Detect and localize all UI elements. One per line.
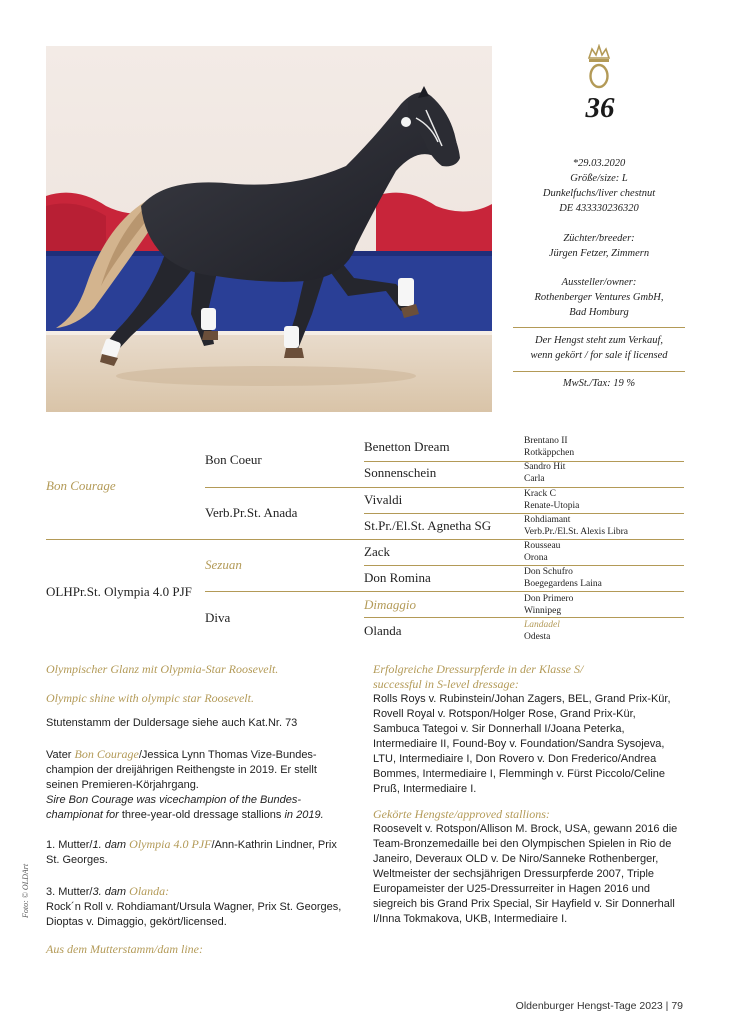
pedigree-line [205,487,684,488]
pedigree-gen4: Rousseau Orona [524,541,561,563]
left-column [46,662,346,957]
divider [513,327,685,328]
horse-info [513,156,685,216]
horse-photo [46,46,492,412]
pedigree-line [364,565,684,566]
pedigree-gen4: Don Primero Winnipeg [524,594,574,616]
stallions-text: Roosevelt v. Rotspon/Allison M. Brock, USA, gewann 2016 die Team-Bronzemedaille bei den Olympischen Spielen in Rio de Janeiro, Deveraux OLD v. De Niro/Sanneke Rothenberger, Weltmeister der sechsjährigen Dressurpferde 2007, Triple Europameister der U25-Dressurreiter in Hagen 2016 und siegreich bis Grand Prix Special, Sir Hayfield v. Sir Donnerhall I/Inna Tokmakova, UKB, Intermediaire I. [373,823,678,925]
pedigree-gen3: Zack [364,544,390,559]
size: Größe/size: L [570,173,628,184]
pedigree-gen4: Don Schufro Boegegardens Laina [524,567,602,589]
owner-line-1: Rothenberger Ventures GmbH, [534,292,664,303]
pedigree-line [364,617,684,618]
owner-line-2: Bad Homburg [569,307,629,318]
pedigree-gen4: Brentano II Rotkäppchen [524,436,575,458]
pedigree-gen3: Don Romina [364,570,431,585]
coat-color: Dunkelfuchs/liver chestnut [542,188,656,199]
pedigree-dam: OLHPr.St. Olympia 4.0 PJF [46,584,192,599]
sale-line-2: wenn gekört / for sale if licensed [530,350,668,361]
catalog-number: 36 [585,92,615,124]
pedigree-gen2: Diva [205,610,231,625]
tax-info [513,376,685,391]
pedigree-gen3: Olanda [364,623,402,638]
pedigree-gen2: Verb.Pr.St. Anada [205,505,298,520]
dressage-heading-2: successful in S-level dressage: [373,677,519,691]
mare-line-note: Stutenstamm der Duldersage siehe auch Kat.Nr. 73 [46,717,298,729]
pedigree-gen4: Landadel Odesta [524,620,560,642]
headline-de: Olympischer Glanz mit Olypmia-Star Roosevelt. [46,662,279,676]
pedigree-gen2: Sezuan [205,557,242,572]
pedigree-sire: Bon Courage [46,478,116,493]
pedigree-line [364,513,684,514]
third-dam-text: 3. Mutter/3. dam Olanda: Rock´n Roll v. Rohdiamant/Ursula Wagner, Prix St. Georges, Dioptas v. Dimaggio, gekört/licensed. [46,884,342,928]
pedigree-gen3: St.Pr./El.St. Agnetha SG [364,518,492,533]
ueln: DE 433330236320 [559,203,639,214]
pedigree-gen3: Sonnenschein [364,465,437,480]
pedigree-gen3: Vivaldi [364,492,403,507]
right-column [373,662,685,927]
owner-label: Aussteller/owner: [561,277,637,288]
breeder-name: Jürgen Fetzer, Zimmern [548,248,650,259]
pedigree-line [205,591,684,592]
tax: MwSt./Tax: 19 % [562,378,636,389]
divider [513,371,685,372]
birth-date: *29.03.2020 [572,158,626,169]
oldenburg-crown-icon [586,44,612,90]
pedigree-gen2: Bon Coeur [205,452,262,467]
breeder-label: Züchter/breeder: [563,233,635,244]
dressage-heading-1: Erfolgreiche Dressurpferde in der Klasse S/ [373,662,584,676]
pedigree-gen3: Dimaggio [364,597,416,612]
owner-info [513,275,685,320]
sale-line-1: Der Hengst steht zum Verkauf, [534,335,664,346]
stallions-heading: Gekörte Hengste/approved stallions: [373,807,550,821]
pedigree-gen4: Sandro Hit Carla [524,462,566,484]
dam-line-heading: Aus dem Mutterstamm/dam line: [46,942,203,956]
pedigree-line [364,461,684,462]
pedigree-gen4: Rohdiamant Verb.Pr./El.St. Alexis Libra [524,515,628,537]
page-footer: Oldenburger Hengst-Tage 2023 | 79 [515,1000,683,1012]
headline-en: Olympic shine with olympic star Roosevelt. [46,691,254,705]
dressage-text: Rolls Roys v. Rubinstein/Johan Zagers, BEL, Grand Prix-Kür, Rovell Royal v. Rotspon/Holger Rose, Grand Prix-Kür, Sambuca Tategoi v. Sir Donnerhall I/Joana Peterka, Intermediaire II, Found-Boy v. Foundation/Sandra Sysojeva, LTU, Intermediaire I, Don Rovero v. Don Frederico/Andrea Bommes, Intermediaire I, Flemmingh v. Fürst Piccolo/Celine Pruß, Intermediaire I. [373,693,671,795]
pedigree-gen3: Benetton Dream [364,439,450,454]
breeder-info [513,231,685,261]
sire-text: Vater Bon Courage/Jessica Lynn Thomas Vize-Bundes-champion der dreijährigen Reithengste in 2019. Er stellt seinen Premieren-Körjahrgang. Sire Bon Courage was vicechampion of the Bundes-championat for three-year-old dressage stallions in 2019. [46,747,324,821]
pedigree-line [46,539,684,540]
sale-info [513,333,685,363]
photo-credit: Foto: © OLDArt [21,863,30,918]
first-dam-text: 1. Mutter/1. dam Olympia 4.0 PJF/Ann-Kathrin Lindner, Prix St. Georges. [46,837,337,866]
pedigree-gen4: Krack C Renate-Utopia [524,489,580,511]
